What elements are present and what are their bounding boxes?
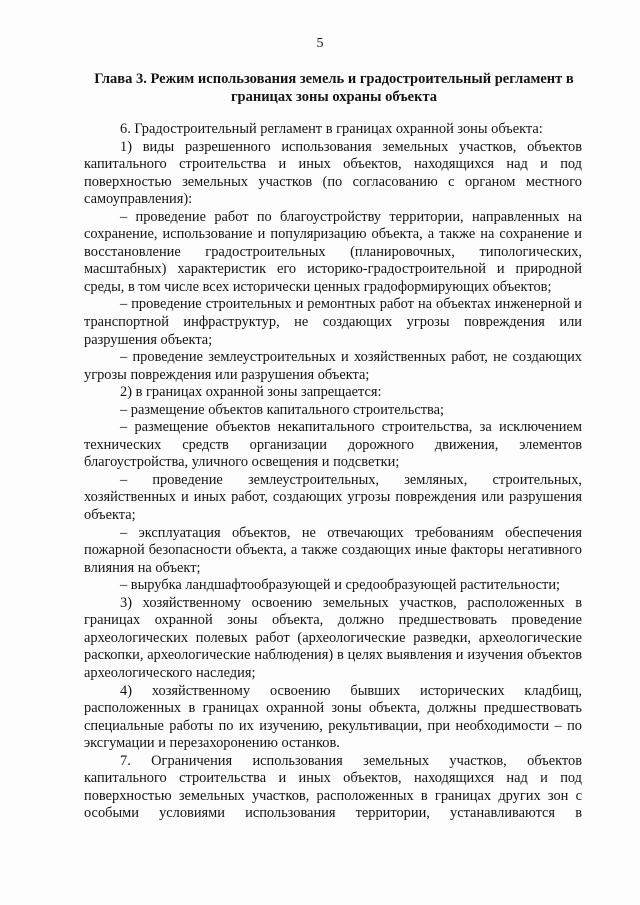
paragraph-archaeology: 3) хозяйственному освоению земельных участков, расположенных в границах охранной зоны объекта, должно предшествовать проведение археологических полевых работ (археологические разведки, археологические раскопки, археологические наблюдения) в целях выявления и изучения объектов археологического наследия; [84,594,582,681]
list-item-tree-cutting: – вырубка ландшафтообразующей и средообразующей растительности; [120,577,561,594]
list-item-land-works: – проведение землеустроительных и хозяйственных работ, не создающих угрозы повреждения или разрушения объекта; [84,349,582,383]
list-item-fire-safety: – эксплуатация объектов, не отвечающих требованиям обеспечения пожарной безопасности объекта, а также создающих иные факторы негативного влияния на объект; [84,524,582,576]
paragraph-cemeteries: 4) хозяйственному освоению бывших исторических кладбищ, расположенных в границах охранной зоны объекта, должны предшествовать специальные работы по их изучению, рекультивации, при необходимости – по эксгумации и перезахоронению останков. [84,682,582,752]
paragraph-prohibitions: 2) в границах охранной зоны запрещается: [120,384,382,401]
chapter-heading: Глава 3. Режим использования земель и градостроительный регламент в границах зоны охраны объекта [94,71,574,105]
list-item-noncapital-construction: – размещение объектов некапитального строительства, за исключением технических средств организации дорожного движения, элементов благоустройства, уличного освещения и подсветки; [84,419,582,471]
paragraph-item-6: 6. Градостроительный регламент в границах охранной зоны объекта: [120,121,543,137]
list-item-earthworks: – проведение землеустроительных, земляных, строительных, хозяйственных и иных работ, создающих угрозы повреждения или разрушения объекта; [84,471,582,524]
page-number: 5 [316,36,324,51]
paragraph-item-7: 7. Ограничения использования земельных участков, объектов капитального строительства и иных объектов, находящихся над и под поверхностью земельных участков, расположенных в границах других зон с особыми условиями использования территории, устанавливаются в [84,752,582,822]
paragraph-permitted-uses: 1) виды разрешенного использования земельных участков, объектов капитального строительства и иных объектов, находящихся над и под поверхностью земельных участков (по согласованию с органом местного самоуправления): [84,138,582,208]
document-body [84,121,582,823]
list-item-landscaping: – проведение работ по благоустройству территории, направленных на сохранение, использование и популяризацию объекта, а также на сохранение и восстановление градостроительных (планировочных, типологических, масштабных) характеристик его историко-градостроительной и природной среды, в том числе всех исторически ценных градоформирующих объектов; [84,208,582,295]
list-item-capital-construction: – размещение объектов капитального строительства; [120,401,445,418]
list-item-construction-repair: – проведение строительных и ремонтных работ на объектах инженерной и транспортной инфраструктур, не создающих угрозы повреждения или разрушения объекта; [84,296,582,348]
